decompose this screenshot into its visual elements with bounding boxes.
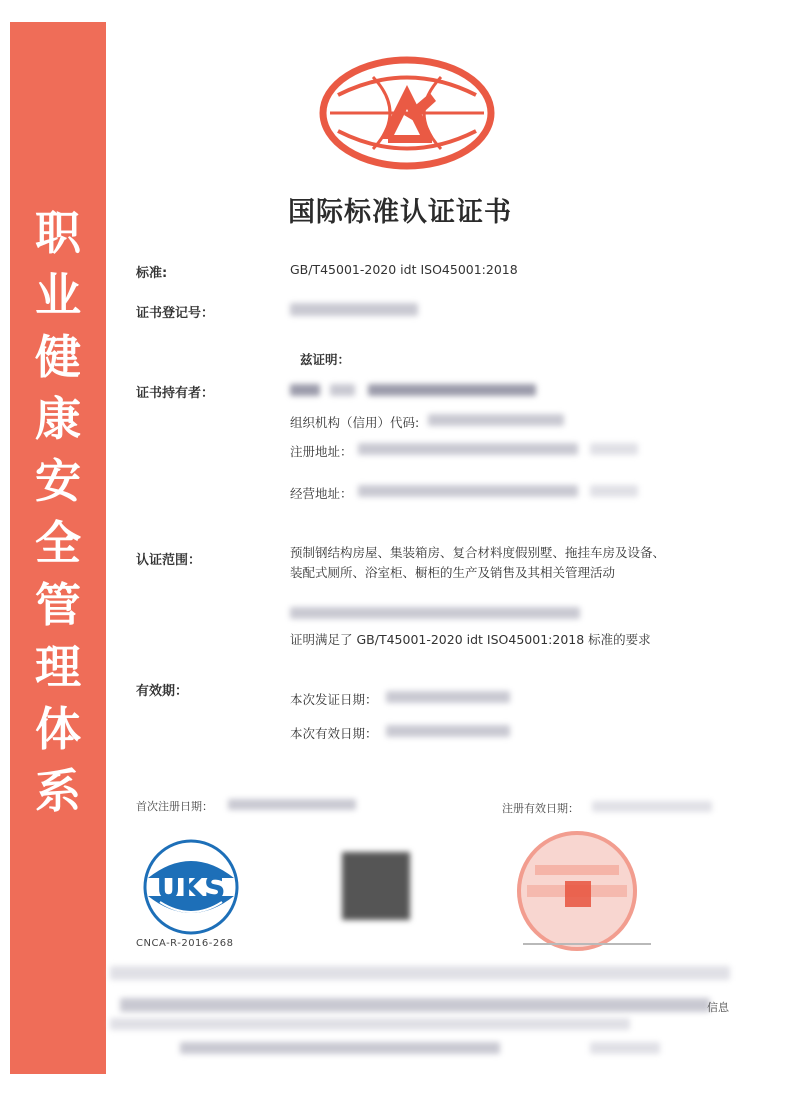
side-title-char: 康 [35,392,81,446]
redacted-org-code [428,414,564,426]
accreditation-number: CNCA-R-2016-268 [136,938,234,949]
redacted-footer-line [120,998,710,1012]
registration-valid-date-label: 注册有效日期： [502,802,579,815]
scope-line-2: 装配式厕所、浴室柜、橱柜的生产及销售及其相关管理活动 [290,565,616,580]
org-code-label: 组织机构（信用）代码: [290,415,420,430]
side-title-char: 全 [35,516,81,570]
redacted-holder-name-part [368,384,536,396]
scope-line-1: 预制钢结构房屋、集装箱房、复合材料度假别墅、拖挂车房及设备、 [290,545,666,560]
side-title-char: 健 [35,330,81,384]
side-title-char: 理 [35,640,81,694]
redacted-operating-address [358,485,578,497]
conformity-statement: 证明满足了 GB/T45001-2020 idt ISO45001:2018 标准的要求 [290,632,651,647]
redacted-valid-until-date [386,725,510,737]
redacted-registration-valid-date [592,801,712,812]
uks-mark-text: UKS [156,871,226,906]
registration-number-label: 证书登记号： [136,306,215,321]
side-title-char: 管 [35,578,81,632]
redacted-footer-line [180,1042,500,1054]
issue-date-label: 本次发证日期： [290,692,378,707]
redacted-issue-date [386,691,510,703]
redacted-first-registration-date [228,799,356,810]
redacted-footer-line [110,1018,630,1030]
side-title-char: 职 [35,206,81,260]
registered-address-label: 注册地址： [290,444,353,459]
footer-fragment: 信息 [707,1001,729,1014]
standard-value: GB/T45001-2020 idt ISO45001:2018 [290,262,518,277]
redacted-operating-address [590,485,638,497]
redacted-footer-line [590,1042,660,1054]
redacted-registration-number [290,303,418,316]
certification-body-logo [318,55,496,171]
scope-label: 认证范围： [136,553,202,568]
uks-certification-mark [140,838,242,936]
redacted-registered-address [590,443,638,455]
validity-label: 有效期： [136,684,189,699]
redacted-holder-name-part [330,384,355,396]
standard-label: 标准: [136,266,168,281]
certificate-title: 国际标准认证证书 [288,197,512,228]
holder-label: 证书持有者： [136,386,215,401]
redacted-holder-reference [290,607,580,619]
side-title-char: 体 [35,702,81,756]
side-band [10,22,106,1074]
redacted-holder-name-part [290,384,320,396]
side-title-char: 系 [35,764,81,818]
valid-until-label: 本次有效日期： [290,726,378,741]
qr-code [342,852,410,920]
operating-address-label: 经营地址： [290,486,353,501]
side-title-char: 业 [35,268,81,322]
attestation-text: 兹证明： [300,352,351,367]
redacted-registered-address [358,443,578,455]
first-registration-date-label: 首次注册日期： [136,800,213,813]
side-title [10,202,106,822]
redacted-footer-line [110,966,730,980]
official-seal [505,825,655,955]
side-title-char: 安 [35,454,81,508]
